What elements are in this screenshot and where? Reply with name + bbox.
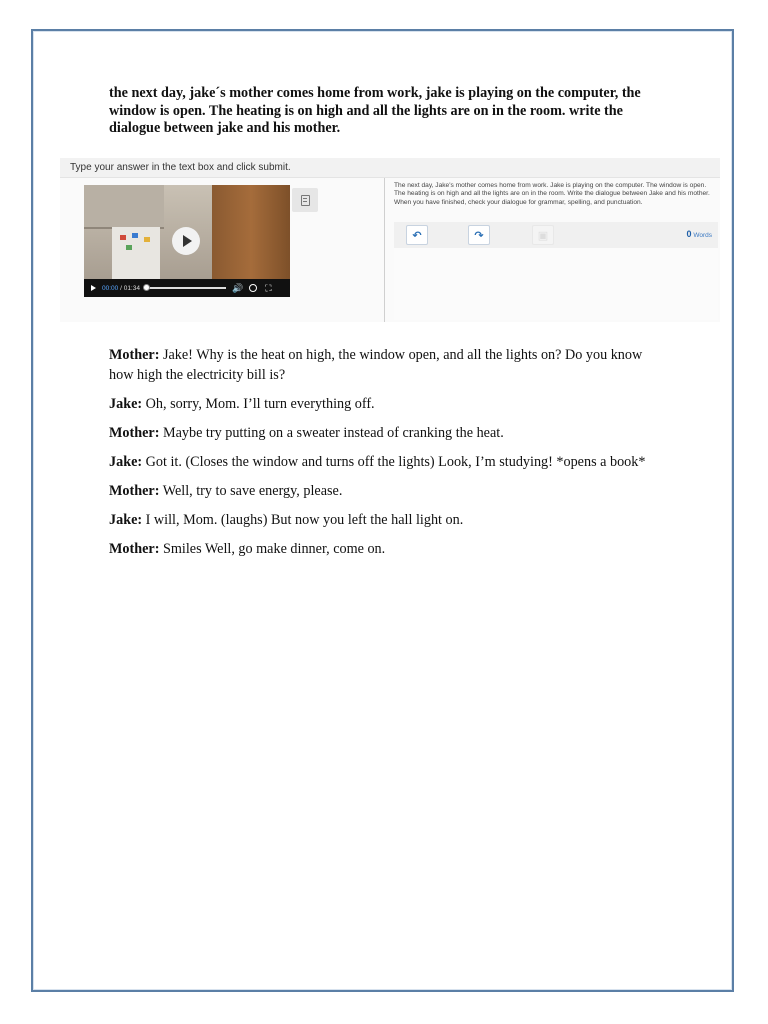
- save-icon: ▣: [537, 229, 549, 242]
- line-text: Oh, sorry, Mom. I’ll turn everything off.: [142, 395, 375, 412]
- dialogue-line: [109, 453, 669, 473]
- video-time: [102, 285, 140, 292]
- dialogue-line: [109, 395, 669, 415]
- task-description: The next day, Jake's mother comes home from work. Jake is playing on the computer. The window is open. The heating is on high and all the lights are on in the room. Write the dialogue between Jake and his mother. When you have finished, check your dialogue for grammar, spelling, and punctuation.: [394, 182, 710, 206]
- speaker-label: Jake:: [109, 511, 143, 528]
- play-small-icon[interactable]: [91, 285, 96, 291]
- save-button[interactable]: [532, 225, 554, 245]
- line-text: Maybe try putting on a sweater instead of cranking the heat.: [159, 424, 504, 441]
- line-text: Got it. (Closes the window and turns off the lights) Look, I’m studying! *opens a book*: [142, 453, 646, 470]
- speaker-label: Mother:: [109, 540, 160, 557]
- speaker-label: Mother:: [109, 424, 160, 441]
- dialogue-line: [109, 424, 669, 444]
- speaker-label: Mother:: [109, 482, 160, 499]
- fridge-magnet: [144, 237, 150, 242]
- embedded-screenshot: [60, 158, 720, 322]
- transcript-button[interactable]: [292, 188, 318, 212]
- volume-icon[interactable]: 🔊: [231, 282, 244, 293]
- dialogue-line: [109, 511, 669, 531]
- time-separator: /: [118, 284, 124, 292]
- video-frame-door: [212, 185, 290, 279]
- dialogue-line: [109, 346, 669, 385]
- speaker-label: Jake:: [109, 395, 143, 412]
- transcript-icon: [301, 195, 310, 206]
- fridge-magnet: [120, 235, 126, 240]
- fridge-magnet: [126, 245, 132, 250]
- undo-button[interactable]: [406, 225, 428, 245]
- dialogue: [109, 346, 669, 569]
- duration: 01:34: [123, 284, 140, 292]
- line-text: Jake! Why is the heat on high, the window open, and all the lights on? Do you know how high the electricity bill is?: [109, 347, 643, 383]
- redo-button[interactable]: [468, 225, 490, 245]
- seek-handle[interactable]: [143, 284, 150, 291]
- play-button[interactable]: [172, 227, 200, 255]
- assignment-prompt: the next day, jake´s mother comes home from work, jake is playing on the computer, the window is open. The heating is on high and all the lights are on in the room. write the dialogue between jake and his mother.: [109, 85, 641, 137]
- fridge-magnet: [132, 233, 138, 238]
- undo-icon: ↶: [412, 229, 422, 242]
- play-icon: [183, 235, 192, 247]
- instruction-text: Type your answer in the text box and click submit.: [60, 158, 720, 178]
- video-frame-fridge: [112, 227, 160, 279]
- answer-text-box[interactable]: [394, 248, 718, 320]
- dialogue-line: [109, 540, 669, 560]
- dialogue-line: [109, 482, 669, 502]
- seek-bar[interactable]: [146, 287, 226, 289]
- word-count-label: Words: [693, 232, 712, 239]
- video-controls: [84, 279, 290, 297]
- video-player[interactable]: [84, 185, 290, 297]
- word-count-value: 0: [686, 229, 692, 239]
- redo-icon: ↷: [474, 229, 484, 242]
- line-text: Well, try to save energy, please.: [159, 482, 343, 499]
- speaker-label: Jake:: [109, 453, 143, 470]
- fullscreen-icon[interactable]: ⛶: [265, 282, 272, 293]
- video-frame-cabinet: [84, 185, 164, 229]
- line-text: I will, Mom. (laughs) But now you left the hall light on.: [142, 511, 464, 528]
- panel-divider: [384, 178, 385, 322]
- editor-toolbar: [394, 222, 718, 248]
- word-count: [687, 229, 713, 239]
- speaker-label: Mother:: [109, 347, 160, 363]
- current-time: 00:00: [102, 284, 119, 292]
- speed-icon[interactable]: [249, 284, 257, 292]
- line-text: Smiles Well, go make dinner, come on.: [159, 540, 386, 557]
